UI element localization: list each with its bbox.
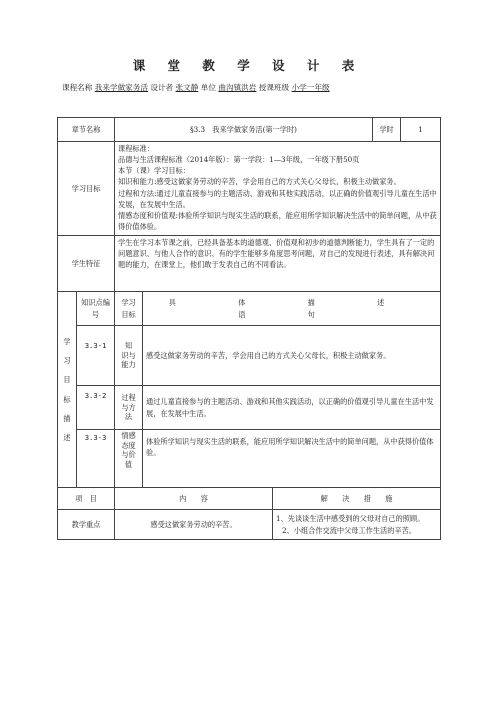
grade-label: 授课班级 [258, 83, 290, 92]
course-label: 课程名称 [62, 83, 93, 92]
goals-line: 情感态度和价值观:体验所学知识与现实生活的联系，能应用所学知识解决生活中的简单问题，从中获得价值体验。 [118, 210, 437, 232]
chapter-value: §3.3 我来学做家务活(第一学时) [115, 118, 373, 142]
goals-line: 本节（课）学习目标： [118, 166, 190, 176]
desc-header-row [58, 292, 441, 326]
course-value: 我来学做家务活 [94, 83, 148, 92]
goals-row [58, 142, 441, 236]
hours-label: 学时 [373, 118, 401, 142]
designer-label: 设计者 [150, 83, 174, 92]
features-row [58, 236, 441, 292]
goals-line: 过程和方法:通过儿童直接参与的主题活动、游戏和其他实践活动，以正确的价值观引导儿童在生活中发展，在发展中生活。 [118, 188, 437, 209]
col-code-header: 知识点编 号 [77, 292, 115, 326]
unit-value: 曲沟镇洪岩 [218, 83, 257, 92]
desc-row [58, 386, 441, 430]
course-info-line [62, 82, 368, 93]
col-sentence-header: 具 体 描 述 语 句 [143, 292, 441, 326]
col-item-header: 项 目 [58, 488, 115, 510]
key-point-measures [273, 510, 441, 540]
grade-value: 小学一年级 [291, 83, 330, 92]
goal-sentence: 体验所学知识与现实生活的联系，能应用所学知识解决生活中的简单问题，从中获得价值体验。 [143, 430, 441, 488]
chapter-row [58, 118, 441, 142]
knowledge-code: 3.3-3 [77, 430, 115, 488]
goal-type: 情感态度与价值 [115, 430, 143, 488]
chapter-label: 章节名称 [58, 118, 115, 142]
goals-label: 学习目标 [58, 142, 115, 236]
hours-value: 1 [401, 118, 441, 142]
features-content: 学生在学习本节课之前，已经具备基本的道德观、价值观和初步的道德判断能力，学生具有了一定的问题意识、与他人合作的意识、有的学生能够多角度思考问题，对自己的发现进行表述，具有解决问题的能力，在课堂上，他们敢于发表自己的不同看法。 [115, 236, 441, 292]
page-title: 课 堂 教 学 设 计 表 [132, 58, 364, 73]
goal-sentence: 感受这做家务劳动的辛苦，学会用自己的方式关心父母长，积极主动做家务。 [143, 326, 441, 386]
desc-row [58, 430, 441, 488]
desc-row [58, 326, 441, 386]
bottom-header-row [58, 488, 441, 510]
features-label: 学生特征 [58, 236, 115, 292]
key-point-row [58, 510, 441, 540]
goals-line: 品德与生活课程标准（2014年版）：第一学段：1—3年级，一年级下册50页 [118, 155, 360, 165]
goals-line: 课程标准： [118, 144, 154, 153]
col-content-header: 内 容 [115, 488, 273, 510]
goal-type: 过程与方法 [115, 386, 143, 430]
knowledge-code: 3.3-2 [77, 386, 115, 430]
goal-type: 知 识与 能力 [115, 326, 143, 386]
design-table [57, 117, 441, 540]
key-point-label: 教学重点 [58, 510, 115, 540]
goals-content [115, 142, 441, 236]
key-point-content: 感受这做家务劳动的辛苦。 [115, 510, 273, 540]
knowledge-code: 3.3-1 [77, 326, 115, 386]
designer-value: 张文静 [175, 83, 199, 92]
measure-line: 1、先谈谈生活中感受到的父母对自己的照顾。 [276, 514, 425, 524]
unit-label: 单位 [200, 83, 216, 92]
goal-sentence: 通过儿童直接参与的主题活动、游戏和其他实践活动，以正确的价值观引导儿童在生活中发展，在发展中生活。 [143, 386, 441, 430]
col-measure-header: 解 决 措 施 [273, 488, 441, 510]
measure-line: 2、小组合作交流中父母工作生活的辛苦。 [282, 525, 416, 535]
goals-line: 知识和能力:感受这做家务劳动的辛苦，学会用自己的方式关心父母长，积极主动做家务。 [118, 177, 401, 187]
desc-side-label: 学 习 目 标 描 述 [58, 292, 77, 488]
col-goal-header: 学习目标 [115, 292, 143, 326]
